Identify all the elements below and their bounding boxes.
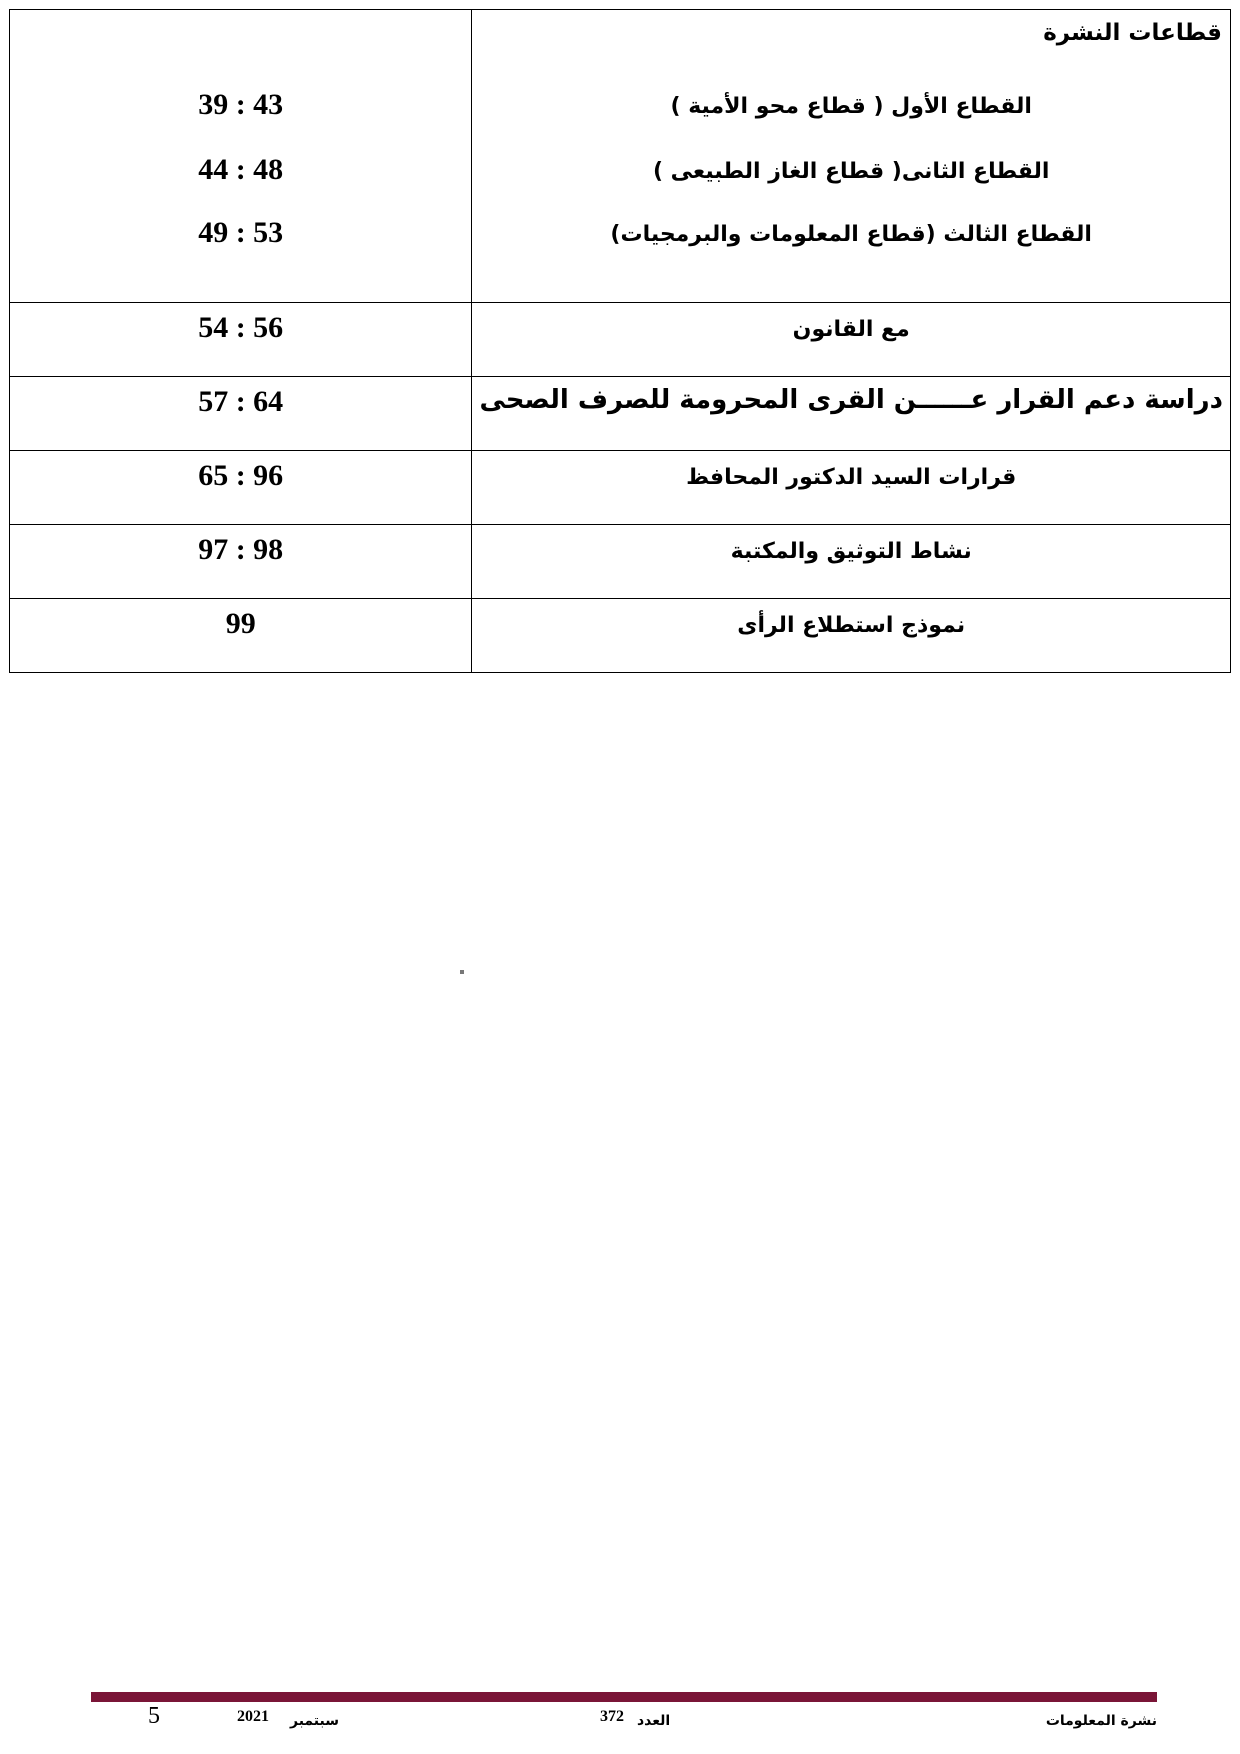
toc-row-title: دراسة دعم القرار عــــــن القرى المحرومة للصرف الصحى (479, 385, 1223, 415)
footer-year: 2021 (237, 1708, 269, 1725)
sector-pages-2: 44 : 48 (198, 153, 284, 186)
toc-row-decisions (10, 451, 1231, 525)
toc-row-title: مع القانون (792, 317, 910, 342)
sector-pages-3: 49 : 53 (198, 216, 284, 249)
toc-row-title: نشاط التوثيق والمكتبة (730, 539, 972, 564)
sector-title-3: القطاع الثالث (قطاع المعلومات والبرمجيات) (610, 222, 1092, 247)
stray-dot (460, 970, 464, 974)
footer-issue-label: العدد (637, 1713, 671, 1729)
toc-sectors-title-cell (472, 10, 1231, 303)
footer-month: سبتمبر (290, 1713, 340, 1729)
toc-row-survey (10, 599, 1231, 673)
toc-sectors-pages-cell (10, 10, 472, 303)
toc-row-pages: 54 : 56 (198, 311, 284, 344)
sector-title-2: القطاع الثانى( قطاع الغاز الطبيعى ) (652, 159, 1050, 184)
toc-row-title: نموذج استطلاع الرأى (737, 613, 966, 638)
toc-row-study (10, 377, 1231, 451)
footer-bar (91, 1692, 1157, 1702)
sector-title-1: القطاع الأول ( قطاع محو الأمية ) (670, 94, 1032, 119)
toc-row-pages: 57 : 64 (198, 385, 284, 418)
toc-row-library (10, 525, 1231, 599)
footer-publication: نشرة المعلومات (1045, 1713, 1157, 1729)
toc-row-pages: 99 (225, 607, 256, 640)
sector-pages-1: 39 : 43 (198, 88, 284, 121)
footer-issue-number: 372 (600, 1708, 624, 1725)
toc-row-law (10, 303, 1231, 377)
toc-row-pages: 65 : 96 (198, 459, 284, 492)
toc-table (9, 9, 1231, 673)
toc-row-title: قرارات السيد الدكتور المحافظ (686, 465, 1017, 490)
toc-header: قطاعات النشرة (1043, 20, 1222, 46)
toc-row-sectors (10, 10, 1231, 303)
page-number: 5 (148, 1703, 160, 1729)
toc-row-pages: 97 : 98 (198, 533, 284, 566)
